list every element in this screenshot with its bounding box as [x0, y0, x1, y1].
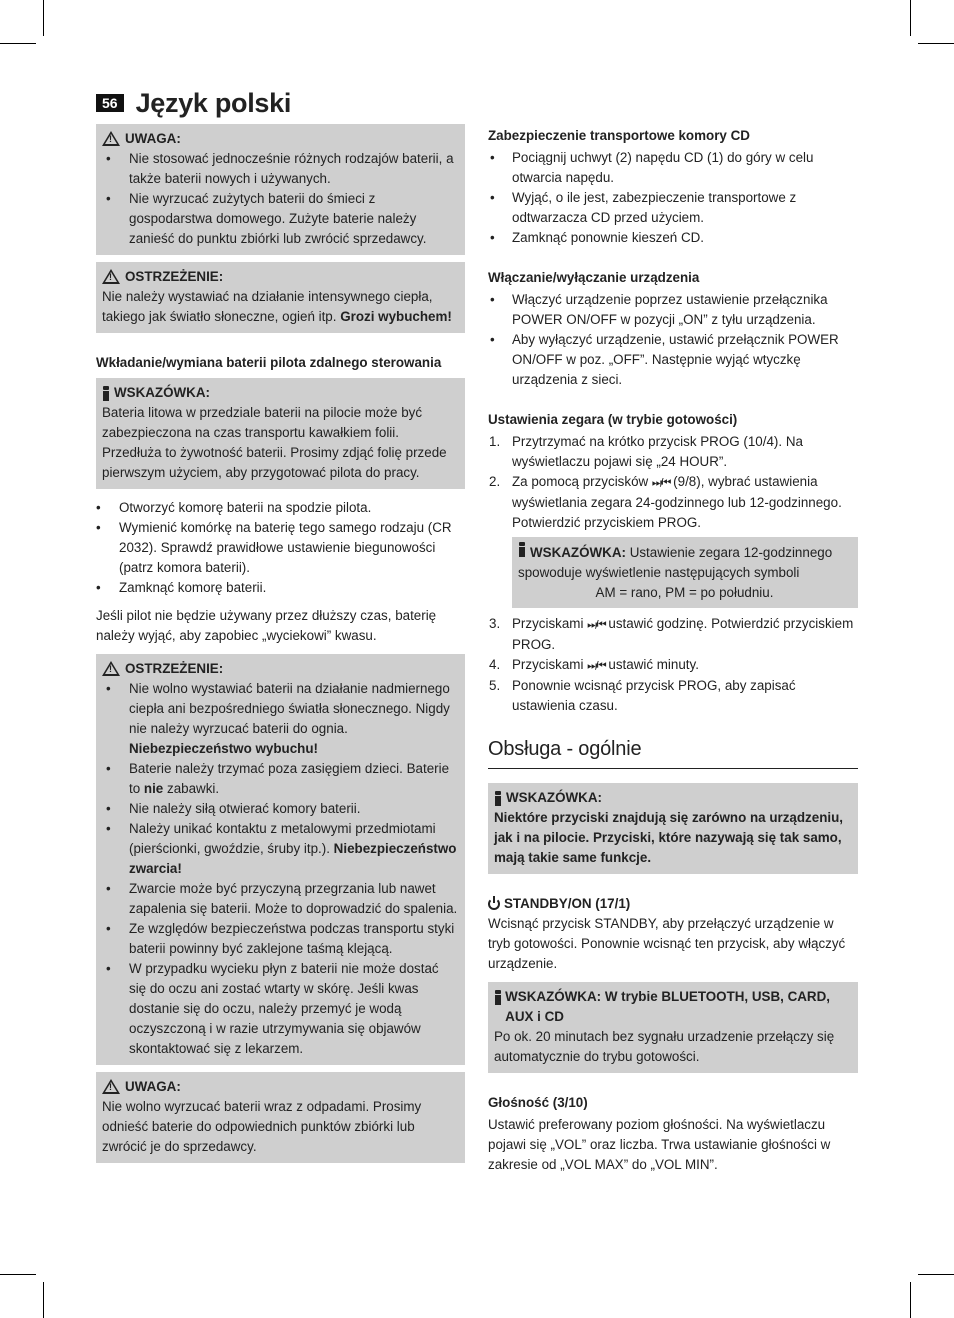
crop-mark	[43, 0, 44, 36]
right-column	[488, 124, 858, 1175]
list-item: 2. Za pomocą przycisków ⏭/⏮ (9/8), wybrać ustawienia wyświetlania zegara 24-godzinnego lub 12-godzinnego. Potwierdzić przyciskiem PROG.	[489, 474, 842, 530]
skip-icon: ⏭/⏮	[587, 618, 605, 631]
left-column	[96, 124, 465, 1170]
list-item: • Zwarcie może być przyczyną przegrzania lub nawet zapalenia się baterii. Może to doprowadzić do spalenia.	[100, 879, 458, 919]
hint-box	[488, 783, 858, 874]
list-item: • W przypadku wycieku płyn z baterii nie może dostać się do oczu ani zostać wtarty w skórę. Jeśli kwas dostanie się do oczu, należy przemyć je wodą oczyszczoną i w razie utrzymywania się objawów skontaktować się z lekarzem.	[100, 959, 458, 1059]
box-title: WSKAZÓWKA: W trybie BLUETOOTH, USB, CARD, AUX i CD	[505, 989, 830, 1024]
list-item: 1. Przytrzymać na krótko przycisk PROG (10/4). Na wyświetlaczu pojawi się „24 HOUR”.	[489, 434, 803, 469]
paragraph: Jeśli pilot nie będzie używany przez dłuższy czas, baterię należy wyjąć, aby zapobiec „wyciekowi” kwasu.	[96, 608, 437, 643]
page-number: 56	[96, 94, 124, 112]
list-item: • Baterie należy trzymać poza zasięgiem dzieci. Baterie to nie zabawki.	[100, 759, 458, 799]
list-item: • Zamknąć ponownie kieszeń CD.	[488, 228, 858, 248]
paragraph: Ustawić preferowany poziom głośności. Na wyświetlaczu pojawi się „VOL” oraz liczba. Trwa ustawianie głośności w zakresie od „VOL MAX” do „VOL MIN”.	[488, 1117, 831, 1172]
box-title: WSKAZÓWKA:	[114, 385, 210, 400]
list-item: • Należy unikać kontaktu z metalowymi przedmiotami (pierścionki, gwoździe, śruby itp.). Niebezpieczeństwo zwarcia!	[100, 819, 458, 879]
section-title: Ustawienia zegara (w trybie gotowości)	[488, 412, 738, 427]
page-header	[96, 86, 291, 120]
skip-icon: ⏭/⏮	[651, 476, 670, 489]
section-title: STANDBY/ON (17/1)	[488, 894, 858, 914]
box-text: Nie wolno wyrzucać baterii wraz z odpadami. Prosimy odnieść baterie do odpowiednich punktów zbiórki lub zwrócić je do sprzedawcy.	[102, 1099, 422, 1154]
warning-box	[96, 262, 465, 333]
warning-icon	[102, 661, 120, 676]
list-item: • Nie wyrzucać zużytych baterii do śmieci z gospodarstwa domowego. Zużyte baterie należy zanieść do punktu zbiórki lub zwrócić sprzedawcy.	[100, 189, 458, 249]
info-icon	[102, 386, 110, 401]
list-item: • Włączyć urządzenie poprzez ustawienie przełącznika POWER ON/OFF w pozycji „ON” z tyłu urządzenia.	[488, 290, 858, 330]
hint-box	[96, 378, 465, 489]
box-title: UWAGA:	[125, 131, 181, 146]
list-item: 3. Przyciskami ⏭/⏮ ustawić godzinę. Potwierdzić przyciskiem PROG.	[489, 616, 854, 652]
list-item: • Ze względów bezpieczeństwa podczas transportu styki baterii powinny być zaklejone taśmą klejącą.	[100, 919, 458, 959]
hint-box	[488, 982, 858, 1073]
section-title: Zabezpieczenie transportowe komory CD	[488, 128, 750, 143]
crop-mark	[910, 1282, 911, 1318]
box-text: Po ok. 20 minutach bez sygnału urzadzenie przełączy się automatycznie do trybu gotowości.	[494, 1029, 835, 1064]
box-title: OSTRZEŻENIE:	[125, 269, 224, 284]
power-icon	[488, 898, 500, 910]
crop-mark	[910, 0, 911, 36]
list-item: • Wymienić komórkę na baterię tego samego rodzaju (CR 2032). Sprawdź prawidłowe ustawienie biegunowości (patrz komora baterii).	[90, 518, 465, 578]
hint-box: WSKAZÓWKA: Ustawienie zegara 12-godzinnego spowoduje wyświetlenie następujących symboli AM = rano, PM = po południu.	[512, 537, 858, 608]
crop-mark	[918, 1274, 954, 1275]
list-item: • Nie należy siłą otwierać komory baterii.	[100, 799, 458, 819]
caution-box	[96, 124, 465, 255]
crop-mark	[0, 43, 36, 44]
warning-box	[96, 654, 465, 1065]
box-title: WSKAZÓWKA:	[506, 790, 602, 805]
section-title: Wkładanie/wymiana baterii pilota zdalnego sterowania	[96, 355, 442, 370]
box-title: UWAGA:	[125, 1079, 181, 1094]
info-icon	[518, 542, 526, 557]
crop-mark	[918, 43, 954, 44]
warning-icon	[102, 1079, 120, 1094]
section-title: Włączanie/wyłączanie urządzenia	[488, 270, 700, 285]
caution-box	[96, 1072, 465, 1163]
section-heading: Obsługa - ogólnie	[488, 736, 858, 769]
box-text: AM = rano, PM = po południu.	[595, 585, 774, 600]
box-text: Nie należy wystawiać na działanie intensywnego ciepła, takiego jak światło słoneczne, ogień itp. Grozi wybuchem!	[102, 289, 452, 324]
list-item: • Nie stosować jednocześnie różnych rodzajów baterii, a także baterii nowych i używanych.	[100, 149, 458, 189]
list-item: • Nie wolno wystawiać baterii na działanie nadmiernego ciepła ani bezpośredniego światła słonecznego. Nigdy nie należy wyrzucać baterii do ognia. Niebezpieczeństwo wybuchu!	[100, 679, 458, 759]
list-item: • Pociągnij uchwyt (2) napędu CD (1) do góry w celu otwarcia napędu.	[488, 148, 858, 188]
box-text: Bateria litowa w przedziale baterii na pilocie może być zabezpieczona na czas transportu kawałkiem folii. Przedłuża to żywotność baterii. Prosimy zdjąć folię przede pierwszym użyciem, aby przygotować pilota do pracy.	[102, 405, 447, 480]
page-title: Język polski	[135, 88, 292, 118]
crop-mark	[43, 1282, 44, 1318]
skip-icon: ⏭/⏮	[587, 659, 605, 672]
list-item: • Aby wyłączyć urządzenie, ustawić przełącznik POWER ON/OFF w poz. „OFF”. Następnie wyjąć wtyczkę urządzenia z sieci.	[488, 330, 858, 390]
list-item: • Wyjąć, o ile jest, zabezpieczenie transportowe z odtwarzacza CD przed użyciem.	[488, 188, 858, 228]
box-title: OSTRZEŻENIE:	[125, 661, 224, 676]
list-item: 4. Przyciskami ⏭/⏮ ustawić minuty.	[489, 657, 699, 672]
section-title: Głośność (3/10)	[488, 1095, 588, 1110]
info-icon	[494, 990, 501, 1005]
crop-mark	[0, 1274, 36, 1275]
box-text: Niektóre przyciski znajdują się zarówno na urządzeniu, jak i na pilocie. Przyciski, które nazywają się tak samo, mają takie same funkcje.	[494, 810, 843, 865]
paragraph: Wcisnąć przycisk STANDBY, aby przełączyć urządzenie w tryb gotowości. Ponownie wcisnąć ten przycisk, aby włączyć urządzenie.	[488, 916, 846, 971]
info-icon	[494, 791, 502, 806]
list-item: • Zamknąć komorę baterii.	[90, 578, 465, 598]
list-item: 5. Ponownie wcisnąć przycisk PROG, aby zapisać ustawienia czasu.	[489, 678, 796, 713]
warning-icon	[102, 269, 120, 284]
warning-icon	[102, 131, 120, 146]
list-item: • Otworzyć komorę baterii na spodzie pilota.	[90, 498, 465, 518]
